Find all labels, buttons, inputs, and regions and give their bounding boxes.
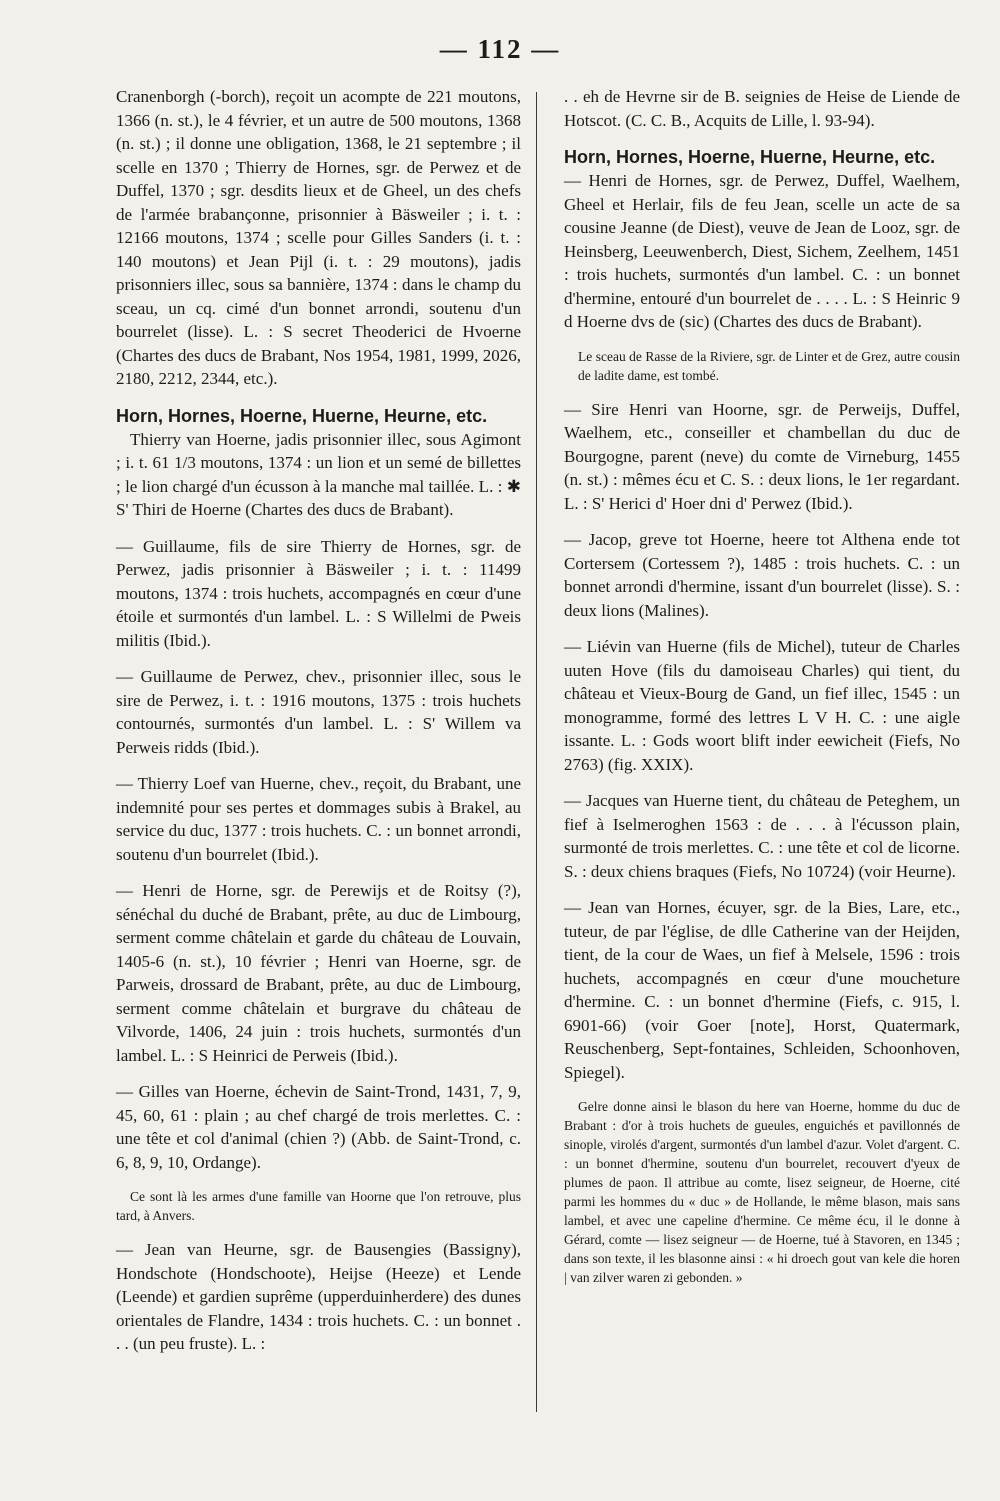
entry-continuation: . . eh de Hevrne sir de B. seignies de Heise de Liende de Hotscot. (C. C. B., Acquits de Lille, l. 93-94).	[564, 87, 960, 130]
section-heading: Horn, Hornes, Hoerne, Huerne, Heurne, etc.	[116, 405, 488, 426]
left-column	[116, 85, 521, 1369]
right-column	[564, 85, 960, 1300]
note-rasse-de-la-riviere: Le sceau de Rasse de la Riviere, sgr. de Linter et de Grez, autre cousin de ladite dame, est tombé.	[578, 348, 960, 383]
entry-lievin: — Liévin van Huerne (fils de Michel), tuteur de Charles uuten Hove (fils du damoiseau Charles) qui tient, du château et Vieux-Bourg de Gand, un fief illec, 1545 : un monogramme, formé des lettres L V H. C. : une aigle issante. L. : Gods woort blift inder eewicheit (Fiefs, No 2763) (fig. XXIX).	[564, 637, 960, 774]
section-heading-right: Horn, Hornes, Hoerne, Huerne, Heurne, etc.	[564, 147, 936, 167]
column-divider	[536, 92, 537, 1412]
entry-guillaume-hornes: — Guillaume, fils de sire Thierry de Hornes, sgr. de Perwez, jadis prisonnier à Bäsweiler ; i. t. : 11499 moutons, 1374 : trois huchets, accompagnés en cœur d'une étoile et surmontés d'un lambel. L. : S Willelmi de Pweis militis (Ibid.).	[116, 536, 521, 650]
entry-jacques: — Jacques van Huerne tient, du château de Peteghem, un fief à Iselmeroghen 1563 : de . . . à l'écusson plain, surmonté de trois merlettes. C. : une tête et col de licorne. S. : deux chiens braques (Fiefs, No 10724) (voir Heurne).	[564, 791, 960, 881]
entry-cranenborgh: Cranenborgh (-borch), reçoit un acompte de 221 moutons, 1366 (n. st.), le 4 février, et un autre de 500 moutons, 1368 (n. st.) ; il donne une obligation, 1368, le 21 septembre ; il scelle en 1370 ; Thierry de Hornes, sgr. de Perwez et de Duffel, 1370 ; sgr. desdits lieux et de Gheel, un des chefs de l'armée brabançonne, prisonnier à Bäsweiler ; i. t. : 12166 moutons, 1374 ; scelle pour Gilles Sanders (i. t. : 140 moutons) et Jean Pijl (i. t. : 29 moutons), jadis prisonniers illec, sous sa bannière, 1374 : dans le champ du sceau, un cq. cimé d'un bonnet arrondi, soutenu d'un bourrelet (lisse). L. : S secret Theoderici de Hvoerne (Chartes des ducs de Brabant, Nos 1954, 1981, 1999, 2026, 2180, 2212, 2344, etc.).	[116, 87, 521, 388]
entry-thierry-van-hoerne: Thierry van Hoerne, jadis prisonnier illec, sous Agimont ; i. t. 61 1/3 moutons, 1374 : un lion et un semé de billettes ; le lion chargé d'un écusson à la manche mal taillée. L. : ✱ S' Thiri de Hoerne (Chartes des ducs de Brabant).	[116, 429, 521, 519]
entry-henri-de-hornes: — Henri de Hornes, sgr. de Perwez, Duffel, Waelhem, Gheel et Herlair, fils de feu Jean, scelle un acte de sa cousine Jeanne (de Diest), veuve de Jean de Looz, sgr. de Heinsberg, Leeuwenberch, Diest, Sichem, Zeelhem, 1451 : trois huchets, surmontés d'un lambel. C. : un bonnet d'hermine, entouré d'un bourrelet de . . . . L. : S Heinric 9 d Hoerne dvs de (sic) (Chartes des ducs de Brabant).	[564, 171, 960, 331]
entry-thierry-loef: — Thierry Loef van Huerne, chev., reçoit, du Brabant, une indemnité pour ses pertes et dommages subis à Brakel, au service du duc, 1377 : trois huchets. C. : un bonnet arrondi, soutenu d'un bourrelet (Ibid.).	[116, 774, 521, 864]
note-van-hoorne: Ce sont là les armes d'une famille van Hoorne que l'on retrouve, plus tard, à Anvers.	[116, 1189, 521, 1223]
note-gelre: Gelre donne ainsi le blason du here van Hoerne, homme du duc de Brabant : d'or à trois huchets de gueules, enguichés et pavillonnés de sinople, virolés d'argent, surmontés d'un lambel d'azur. Volet d'argent. C. : un bonnet d'hermine, soutenu d'un bourrelet, recouvert d'yeux de plumes de paon. Il attribue au comte, lisez seigneur, de Hoerne, cité parmi les hommes du « duc » de Hollande, le même blason, mais sans lambel, et avec une capeline d'hermine. Ce même écu, il le donne à Gérard, comte — lisez seigneur — de Hoerne, tué à Stavoren, en 1345 ; dans son texte, il les blasonne ainsi : « hi droech gout van kele die horen | van zilver waren zi gebonden. »	[564, 1099, 960, 1285]
entry-jean-van-hornes: — Jean van Hornes, écuyer, sgr. de la Bies, Lare, etc., tuteur, de par l'église, de dlle Catherine van der Heijden, tient, de la cour de Waes, un fief à Melsele, 1596 : trois huchets, accompagnés en cœur d'une moucheture d'hermine. C. : un bonnet d'hermine (Fiefs, c. 915, l. 6901-66) (voir Goer [note], Horst, Quatermark, Reuschenberg, Sept-fontaines, Schleiden, Schoonhoven, Spiegel).	[564, 898, 960, 1082]
entry-jacop: — Jacop, greve tot Hoerne, heere tot Althena ende tot Cortersem (Cortessem ?), 1485 : trois huchets. C. : un bonnet arrondi d'hermine, issant d'un bourrelet (lisse). S. : deux lions (Malines).	[564, 530, 960, 620]
page-number: — 112 —	[439, 34, 561, 64]
entry-sire-henri: — Sire Henri van Hoorne, sgr. de Perweijs, Duffel, Waelhem, etc., conseiller et chambellan du duc de Bourgogne, parent (neve) du comte de Virneburg, 1455 (n. st.) : mêmes écu et C. S. : deux lions, le 1er regardant. L. : S' Herici d' Hoer dni d' Perwez (Ibid.).	[564, 399, 960, 513]
entry-gilles-van-hoerne: — Gilles van Hoerne, échevin de Saint-Trond, 1431, 7, 9, 45, 60, 61 : plain ; au chef chargé de trois merlettes. C. : une tête et col d'animal (chien ?) (Abb. de Saint-Trond, c. 6, 8, 9, 10, Ordange).	[116, 1082, 521, 1172]
entry-henri-de-horne: — Henri de Horne, sgr. de Perewijs et de Roitsy (?), sénéchal du duché de Brabant, prête, au duc de Limbourg, serment comme châtelain et garde du château de Louvain, 1405-6 (n. st.), 10 février ; Henri van Hoerne, sgr. de Parweis, drossard de Brabant, prête, au duc de Limbourg, serment comme châtelain et burgrave du château de Vilvorde, 1406, 24 juin : trois huchets, surmontés d'un lambel. L. : S Heinrici de Perweis (Ibid.).	[116, 881, 521, 1065]
entry-guillaume-perwez: — Guillaume de Perwez, chev., prisonnier illec, sous le sire de Perwez, i. t. : 1916 moutons, 1375 : trois huchets contournés, surmontés d'un lambel. L. : S' Willem va Perweis ridds (Ibid.).	[116, 667, 521, 757]
entry-jean-van-heurne: — Jean van Heurne, sgr. de Bausengies (Bassigny), Hondschote (Hondschoote), Heijse (Heeze) et Lende (Leende) et gardien suprême (upperduinherdere) des dunes orientales de Flandre, 1434 : trois huchets. C. : un bonnet . . . (un peu fruste). L. :	[116, 1240, 521, 1353]
